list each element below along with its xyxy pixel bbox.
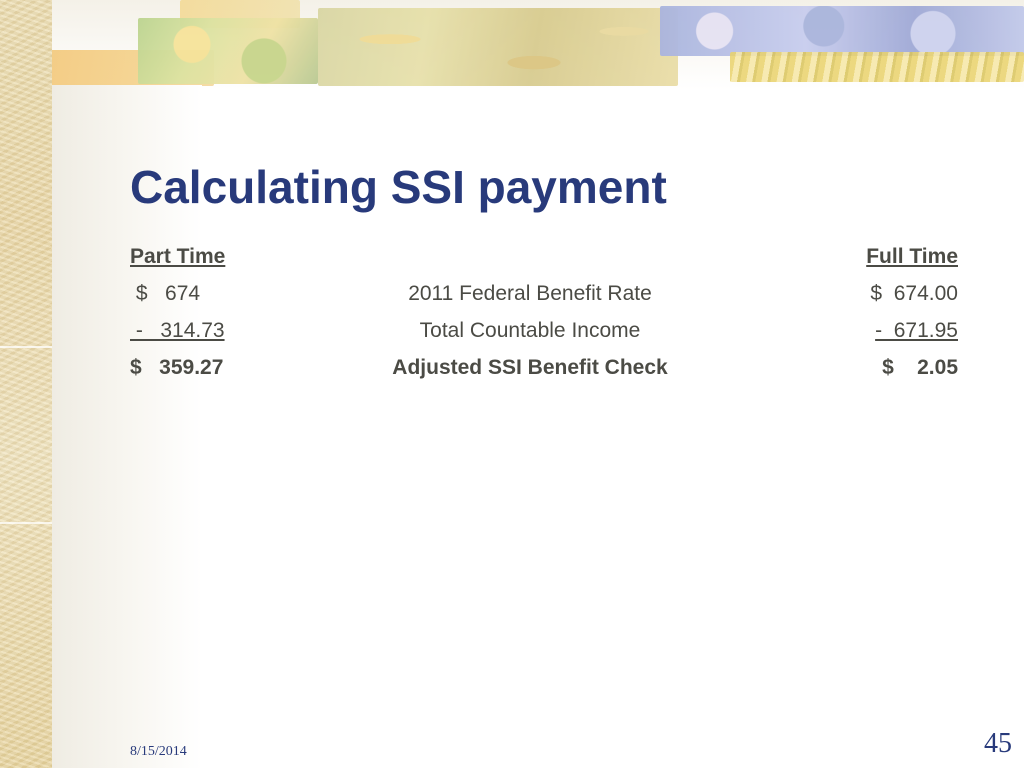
banner-blue-texture xyxy=(660,6,1024,56)
header-full-time: Full Time xyxy=(866,245,958,268)
slide-date: 8/15/2014 xyxy=(130,744,187,759)
header-part-time: Part Time xyxy=(130,245,226,268)
label-total-countable-income: Total Countable Income xyxy=(419,319,641,342)
left-textured-strip xyxy=(0,0,52,768)
banner-floral-image xyxy=(318,8,678,86)
part-time-adjusted-benefit: $ 359.27 xyxy=(130,356,224,379)
label-adjusted-benefit-check: Adjusted SSI Benefit Check xyxy=(392,356,668,379)
full-time-adjusted-benefit: $ 2.05 xyxy=(882,356,958,379)
strip-seam xyxy=(0,522,52,524)
full-time-countable-income: - 671.95 xyxy=(875,319,958,342)
part-time-countable-income: - 314.73 xyxy=(130,319,225,342)
full-time-federal-rate: $ 674.00 xyxy=(870,282,958,305)
banner-leaf-image xyxy=(138,18,318,84)
label-federal-benefit-rate: 2011 Federal Benefit Rate xyxy=(408,282,652,305)
slide-title: Calculating SSI payment xyxy=(130,161,667,213)
slide-page-number: 45 xyxy=(984,728,1012,759)
part-time-federal-rate: $ 674 xyxy=(130,282,201,305)
strip-seam xyxy=(0,346,52,348)
banner-wheat-texture xyxy=(730,52,1024,82)
top-banner xyxy=(0,0,1024,90)
